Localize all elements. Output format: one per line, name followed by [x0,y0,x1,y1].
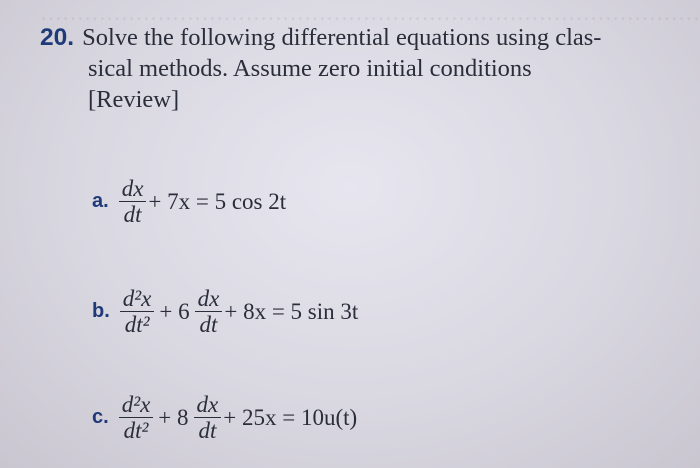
problem-statement [40,22,695,115]
part-label: c. [92,406,109,428]
problem-text-line-1: Solve the following differential equations using clas- [82,24,602,51]
equation-part-c [92,392,357,443]
derivative-fraction: $\frac{dx}{dt}$ [194,392,222,443]
coefficient: + 6 [159,298,190,324]
equation-rhs: + 8x = 5 sin 3t [224,298,359,324]
equation-rhs: + 7x = 5 cos 2t [148,188,287,214]
coefficient: + 8 [158,404,189,430]
derivative-fraction: $\frac{dx}{dt}$ [119,176,147,227]
equation-rhs: + 25x = 10u(t) [223,404,358,430]
review-tag: [Review] [88,86,180,113]
second-derivative-fraction: $\frac{\text{d²x}}{\text{dt²}}$ [119,392,154,443]
equation-part-b [92,286,358,337]
second-derivative-fraction: $\frac{\text{d²x}}{\text{dt²}}$ [120,286,155,337]
part-label: a. [92,190,109,212]
problem-number: 20. [40,24,75,51]
equation-part-a [92,176,286,227]
derivative-fraction: $\frac{dx}{dt}$ [195,286,223,337]
problem-text-line-2: sical methods. Assume zero initial conditions [88,55,532,82]
part-label: b. [92,300,110,322]
bleed-through-texture: ……………………………………………………………………………… [40,0,700,25]
